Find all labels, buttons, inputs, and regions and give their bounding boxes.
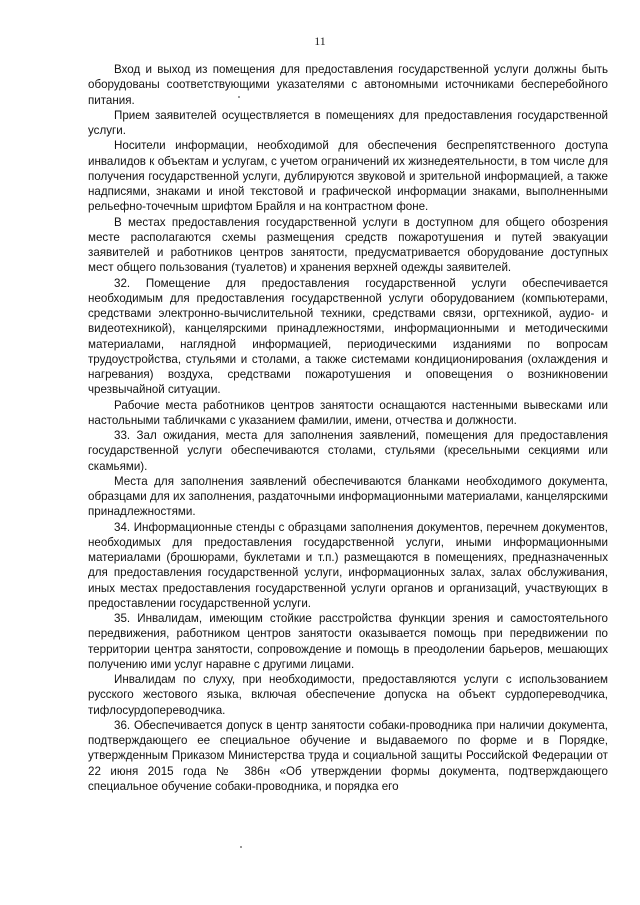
paragraph-item-32: 32. Помещение для предоставления государственной услуги обеспечивается необходимым для предоставления государственной услуги оборудованием (компьютерами, средствами электронно-вычислительной техники, средствами связи, оргтехникой, аудио- и видеотехникой), канцелярскими принадлежностями, информационными и методическими материалами, наглядной информацией, периодическими изданиями по вопросам трудоустройства, стульями и столами, а также системами кондиционирования (охлаждения и нагревания) воздуха, средствами пожаротушения и оповещения о возникновении чрезвычайной ситуации. (88, 276, 608, 397)
paragraph-reception: Прием заявителей осуществляется в помещениях для предоставления государственной услуги. (88, 108, 608, 137)
paragraph-information-carriers: Носители информации, необходимой для обеспечения беспрепятственного доступа инвалидов к объектам и услугам, с учетом ограничений их жизнедеятельности, в том числе для получения государственной услуги, дублируются звуковой и зрительной информацией, а также надписями, знаками и иной текстовой и графической информации знаками, выполненными рельефно-точечным шрифтом Брайля и на контрастном фоне. (88, 139, 608, 214)
paragraph-hearing-impaired: Инвалидам по слуху, при необходимости, предоставляются услуги с использованием русского жестового языка, включая обеспечение допуска на объект сурдопереводчика, тифлосурдопереводчика. (88, 673, 608, 717)
paragraph-item-36: 36. Обеспечивается допуск в центр занятости собаки-проводника при наличии документа, подтверждающего ее специальное обучение и выдаваемого по форме и в Порядке, утвержденным Приказом Министерства труда и социальной защиты Российской Федерации от 22 июня 2015 года № 386н «Об утверждении формы документа, подтверждающего специальное обучение собаки-проводника, и порядка его (88, 718, 608, 793)
paragraph-item-33: 33. Зал ожидания, места для заполнения заявлений, помещения для предоставления государственной услуги обеспечиваются столами, стульями (кресельными секциями или скамьями). (88, 429, 608, 473)
paragraph-evacuation-schemes: В местах предоставления государственной услуги в доступном для общего обозрения месте располагаются схемы размещения средств пожаротушения и путей эвакуации заявителей и работников центров занятости, предусматривается оборудование доступных мест общего пользования (туалетов) и хранения верхней одежды заявителей. (88, 215, 608, 275)
paragraph-item-35: 35. Инвалидам, имеющим стойкие расстройства функции зрения и самостоятельного передвижения, работником центров занятости оказывается помощь при передвижении по территории центра занятости, сопровождение и помощь в преодолении барьеров, мешающих получению ими услуг наравне с другими лицами. (88, 612, 608, 671)
scan-speck (240, 846, 242, 848)
scan-speck (238, 96, 240, 98)
page-number: 11 (314, 34, 326, 48)
paragraph-workplaces: Рабочие места работников центров занятости оснащаются настенными вывесками или настольными табличками с указанием фамилии, имени, отчества и должности. (88, 398, 608, 427)
paragraph-item-34: 34. Информационные стенды с образцами заполнения документов, перечнем документов, необходимых для предоставления государственной услуги, иными информационными материалами (брошюрами, буклетами и т.п.) размещаются в помещениях, предназначенных для предоставления государственной услуги, информационных залах, залах обслуживания, иных местах предоставления государственной услуги органов и организаций, участвующих в предоставлении государственной услуги. (88, 520, 608, 610)
paragraph-entrance-exit: Вход и выход из помещения для предоставления государственной услуги должны быть оборудованы соответствующими указателями с автономными источниками бесперебойного питания. (88, 63, 608, 107)
paragraph-form-filling-places: Места для заполнения заявлений обеспечиваются бланками необходимого документа, образцами для их заполнения, раздаточными информационными материалами, канцелярскими принадлежностями. (88, 474, 608, 519)
document-body (88, 62, 608, 794)
